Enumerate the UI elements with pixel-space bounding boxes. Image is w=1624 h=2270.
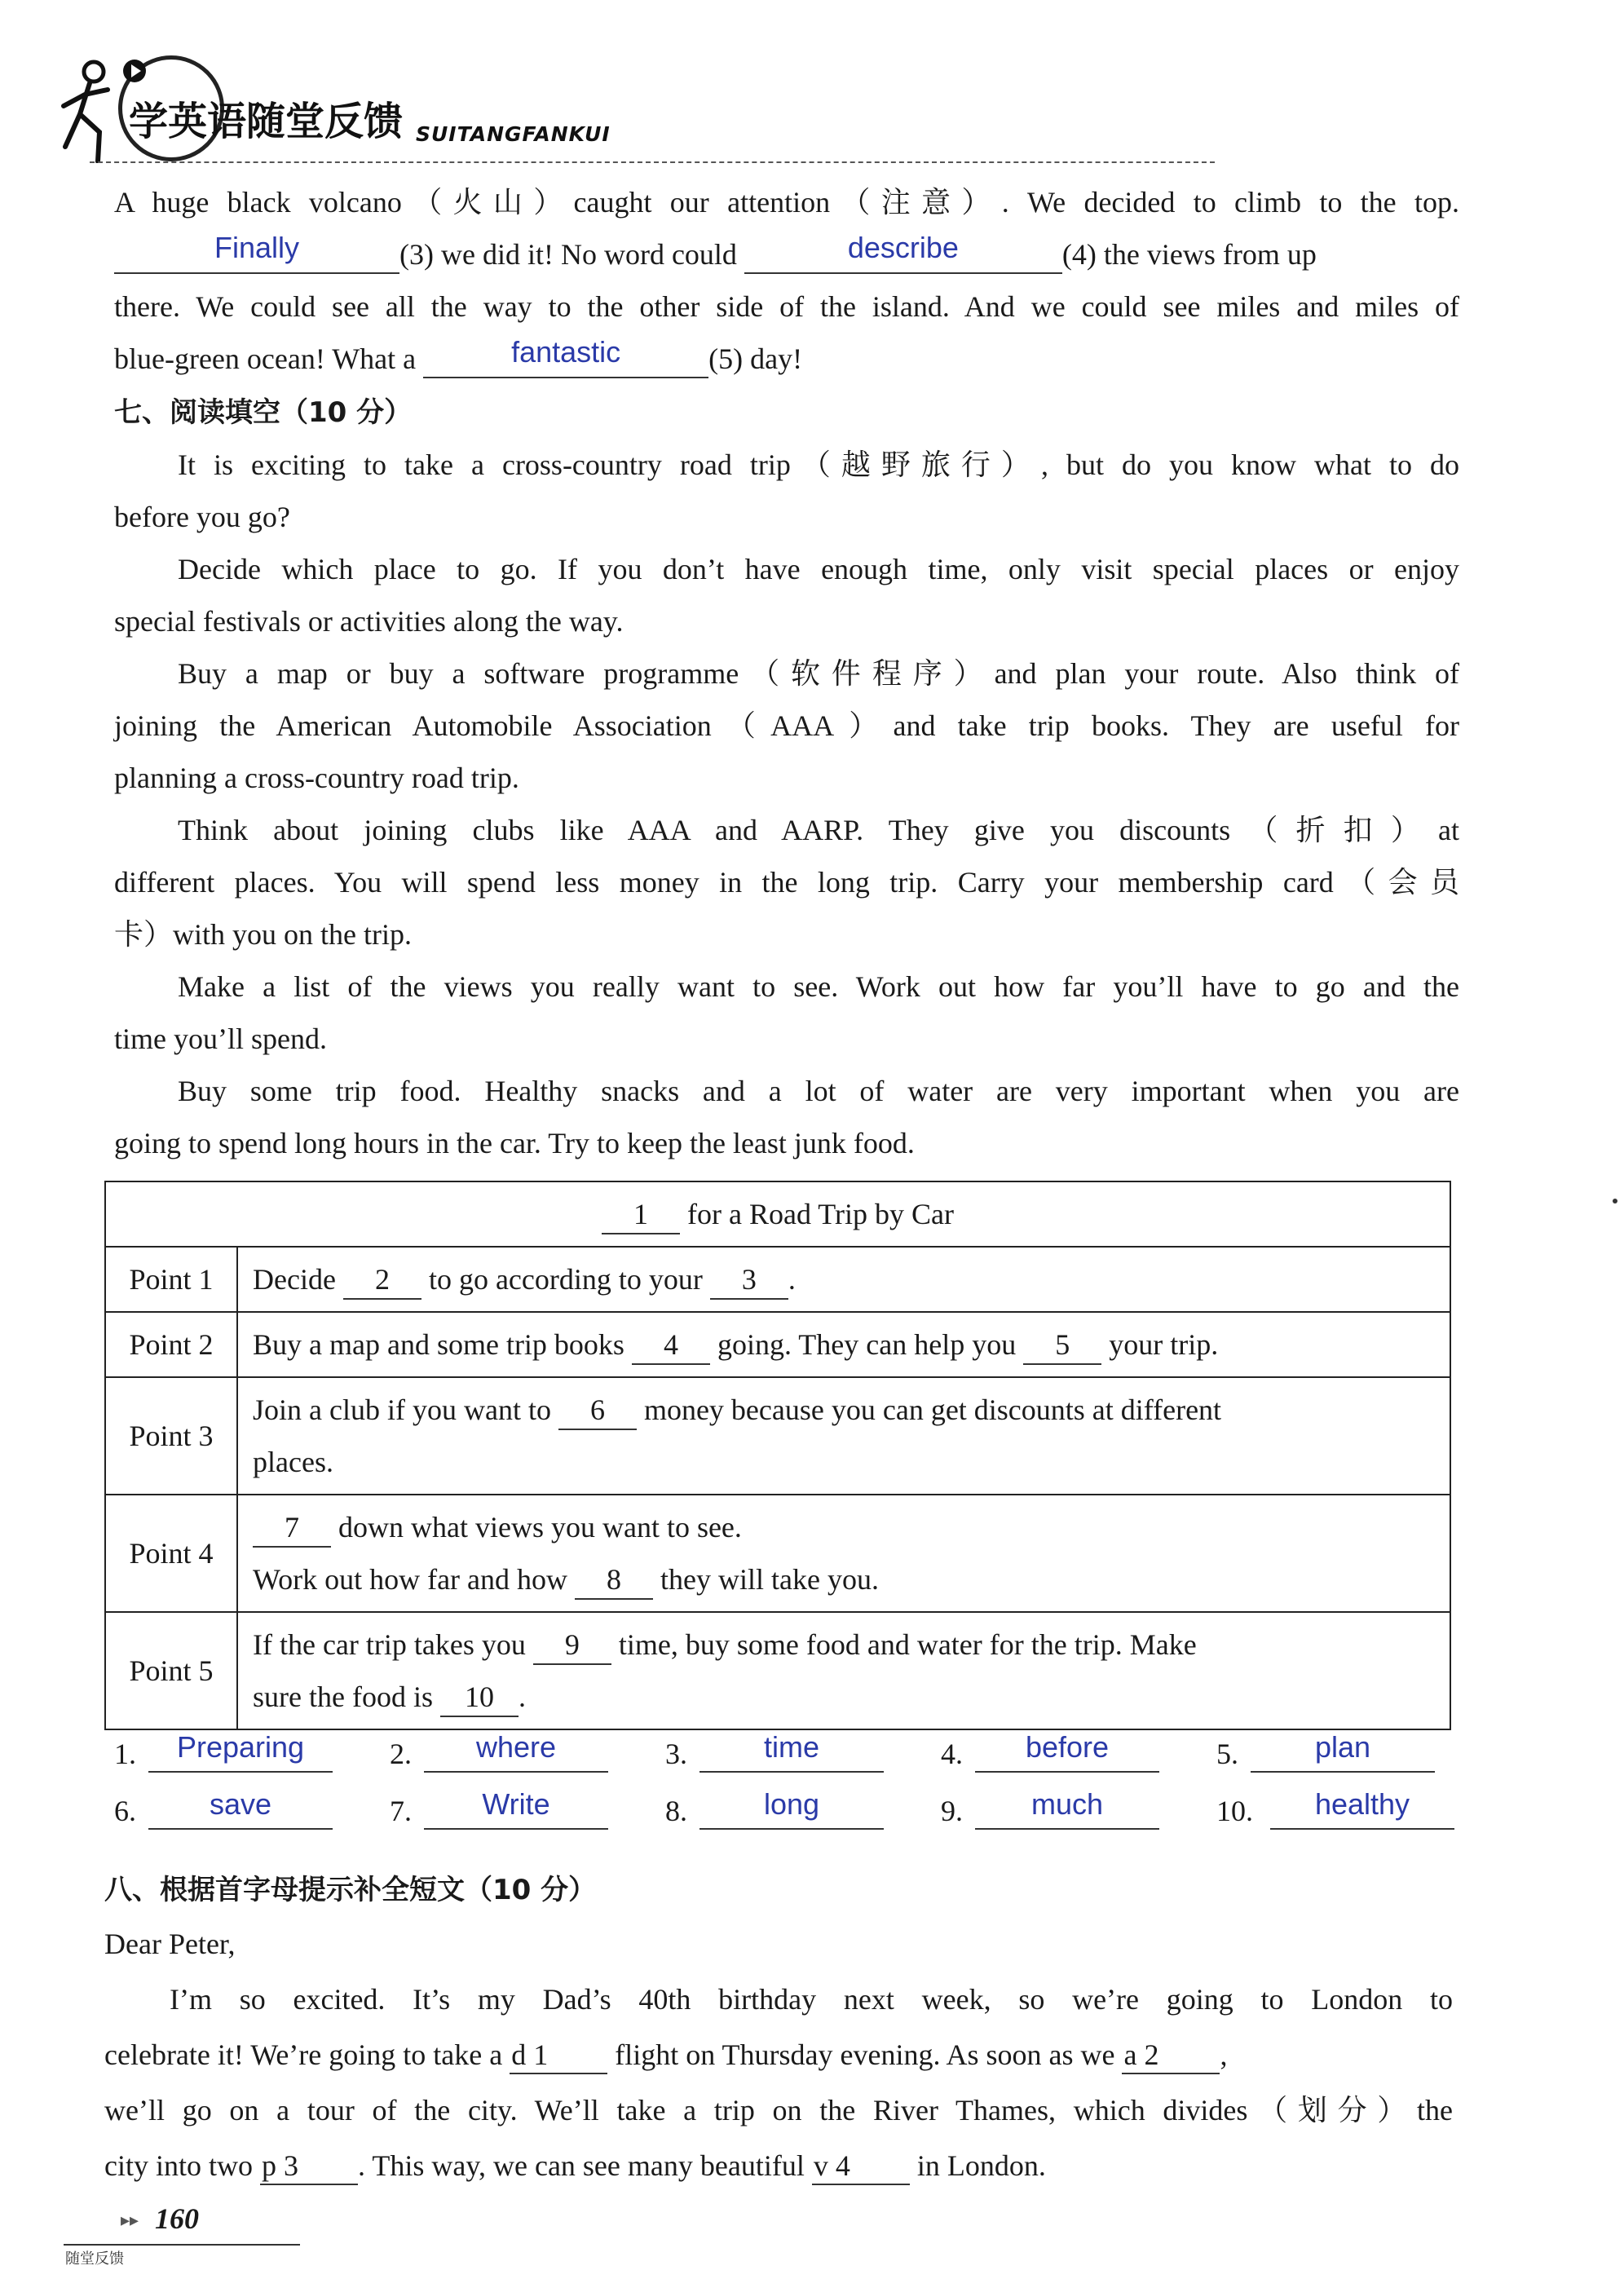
answer-item-8 <box>665 1787 884 1830</box>
header-divider <box>90 161 1215 163</box>
point-content <box>237 1612 1450 1729</box>
passage-line-2 <box>114 231 1317 274</box>
point-content <box>237 1247 1450 1312</box>
letter-blank-1: d 1 <box>510 2037 607 2074</box>
table-blank-10: 10 <box>440 1678 519 1717</box>
table-text: they will take you. <box>660 1563 879 1596</box>
answer-blank <box>148 1730 333 1773</box>
para-6-line-2: going to spend long hours in the car. Try to keep the least junk food. <box>114 1127 915 1159</box>
para-1-line-2: before you go? <box>114 501 290 533</box>
answer-text: long <box>763 1787 820 1821</box>
answer-blank <box>699 1730 884 1773</box>
letter-blank-2: a 2 <box>1122 2037 1220 2074</box>
table-text: time, buy some food and water for the trip. Make <box>618 1628 1197 1661</box>
passage-text: we did it! No word could <box>440 238 737 271</box>
table-row <box>105 1312 1450 1377</box>
table-blank-6: 6 <box>558 1391 637 1430</box>
blank-number-4: (4) <box>1061 238 1097 271</box>
answer-blank <box>975 1787 1159 1830</box>
answer-blank <box>1270 1787 1454 1830</box>
table-text: Work out how far and how <box>253 1563 568 1596</box>
answer-item-5 <box>1216 1730 1435 1773</box>
para-4-line-1: Think about joining clubs like AAA and AARP. They give you discounts（折扣）at <box>178 814 1459 846</box>
table-text: money because you can get discounts at different <box>643 1393 1222 1426</box>
answer-item-10 <box>1216 1787 1454 1830</box>
double-arrow-icon: ▸▸ <box>121 2210 139 2230</box>
table-text: your trip. <box>1109 1328 1219 1361</box>
table-blank-8: 8 <box>575 1561 653 1600</box>
point-label: Point 5 <box>105 1612 237 1729</box>
answer-text: time <box>763 1730 819 1764</box>
table-text: Decide <box>253 1263 336 1296</box>
table-row <box>105 1247 1450 1312</box>
answer-number: 8. <box>665 1795 687 1827</box>
answer-number: 9. <box>941 1795 963 1827</box>
para-3-line-1: Buy a map or buy a software programme（软件程序）and plan your route. Also think of <box>178 657 1459 690</box>
table-text: places. <box>253 1446 333 1478</box>
answer-text: before <box>1025 1730 1110 1764</box>
answer-item-9 <box>941 1787 1159 1830</box>
letter-text: . This way, we can see many beautiful <box>358 2149 805 2182</box>
para-1-line-1: It is exciting to take a cross-country road trip（越野旅行）, but do you know what to do <box>178 448 1459 481</box>
answer-row-1 <box>114 1730 1459 1794</box>
table-blank-9: 9 <box>533 1626 611 1665</box>
footer-tag: 随堂反馈 <box>65 2250 124 2268</box>
section-7-title: 七、阅读填空（10 分） <box>114 396 413 429</box>
answer-grid <box>114 1730 1459 1851</box>
table-text: . <box>788 1263 796 1296</box>
point-label: Point 2 <box>105 1312 237 1377</box>
table-text: down what views you want to see. <box>338 1511 742 1544</box>
letter-text: celebrate it! We’re going to take a <box>104 2038 503 2071</box>
passage-text: day! <box>750 342 803 375</box>
passage-line-1: A huge black volcano（火山）caught our attention（注意）. We decided to climb to the top. <box>114 186 1459 219</box>
letter-greeting: Dear Peter, <box>104 1928 236 1960</box>
answer-row-2 <box>114 1787 1459 1851</box>
answer-number: 4. <box>941 1738 963 1770</box>
answer-blank <box>148 1787 333 1830</box>
table-text: sure the food is <box>253 1680 433 1713</box>
answer-blank-5 <box>423 335 708 378</box>
letter-line-2 <box>104 2037 1227 2074</box>
point-content <box>237 1312 1450 1377</box>
brand-title: 学英语随堂反馈 <box>129 99 404 144</box>
table-text: . <box>518 1680 526 1713</box>
point-label: Point 3 <box>105 1377 237 1495</box>
table-blank-4: 4 <box>632 1326 710 1365</box>
answer-blank-3 <box>114 231 399 274</box>
point-content <box>237 1495 1450 1612</box>
letter-text: , <box>1220 2038 1228 2071</box>
answer-text-5: fantastic <box>511 335 621 369</box>
table-blank-7: 7 <box>253 1508 331 1548</box>
answer-number: 10. <box>1216 1795 1253 1827</box>
answer-number: 2. <box>390 1738 412 1770</box>
passage-line-4 <box>114 335 803 378</box>
letter-text: in London. <box>916 2149 1046 2182</box>
answer-number: 3. <box>665 1738 687 1770</box>
para-2-line-1: Decide which place to go. If you don’t have enough time, only visit special places or enjoy <box>178 553 1459 585</box>
letter-line-3: we’ll go on a tour of the city. We’ll take a trip on the River Thames, which divides（划分）the <box>104 2094 1453 2126</box>
letter-text: flight on Thursday evening. As soon as we <box>615 2038 1115 2071</box>
answer-item-4 <box>941 1730 1159 1773</box>
table-text: Join a club if you want to <box>253 1393 551 1426</box>
para-2-line-2: special festivals or activities along the way. <box>114 605 624 638</box>
answer-number: 5. <box>1216 1738 1238 1770</box>
answer-text: where <box>475 1730 557 1764</box>
blank-number-3: (3) <box>399 238 434 271</box>
answer-blank <box>1251 1730 1435 1773</box>
para-4-line-3: 卡）with you on the trip. <box>114 918 412 951</box>
table-text: to go according to your <box>428 1263 703 1296</box>
table-row <box>105 1377 1450 1495</box>
para-5-line-2: time you’ll spend. <box>114 1022 327 1055</box>
table-row <box>105 1612 1450 1729</box>
answer-blank <box>424 1787 608 1830</box>
answer-item-7 <box>390 1787 608 1830</box>
answer-item-6 <box>114 1787 333 1830</box>
answer-item-1 <box>114 1730 333 1773</box>
answer-number: 6. <box>114 1795 136 1827</box>
table-blank-1: 1 <box>602 1195 680 1234</box>
table-blank-3: 3 <box>710 1261 788 1300</box>
answer-number: 7. <box>390 1795 412 1827</box>
blank-number-5: (5) <box>708 342 744 375</box>
answer-text: plan <box>1314 1730 1371 1764</box>
point-label: Point 1 <box>105 1247 237 1312</box>
point-content <box>237 1377 1450 1495</box>
answer-blank-4 <box>744 231 1062 274</box>
play-icon <box>121 57 148 85</box>
road-trip-table <box>104 1181 1451 1730</box>
answer-blank <box>699 1787 884 1830</box>
point-label: Point 4 <box>105 1495 237 1612</box>
answer-blank <box>424 1730 608 1773</box>
letter-line-1: I’m so excited. It’s my Dad’s 40th birthday next week, so we’re going to London to <box>170 1983 1453 2016</box>
page-number: 160 <box>155 2202 199 2235</box>
letter-text: city into two <box>104 2149 253 2182</box>
para-6-line-1: Buy some trip food. Healthy snacks and a lot of water are very important when you are <box>178 1075 1459 1107</box>
table-blank-5: 5 <box>1023 1326 1101 1365</box>
letter-line-4 <box>104 2148 1046 2185</box>
table-text: If the car trip takes you <box>253 1628 526 1661</box>
table-text: going. They can help you <box>717 1328 1017 1361</box>
para-3-line-2: joining the American Automobile Association（AAA）and take trip books. They are useful for <box>114 709 1459 742</box>
margin-mark <box>1613 1199 1617 1203</box>
table-row <box>105 1495 1450 1612</box>
para-4-line-2: different places. You will spend less money in the long trip. Carry your membership card（会员 <box>114 866 1459 899</box>
table-title-row <box>105 1181 1450 1247</box>
answer-item-2 <box>390 1730 608 1773</box>
letter-blank-4: v 4 <box>812 2148 910 2185</box>
answer-text-3: Finally <box>214 231 300 264</box>
table-text: Buy a map and some trip books <box>253 1328 624 1361</box>
passage-text: the views from up <box>1103 238 1317 271</box>
para-3-line-3: planning a cross-country road trip. <box>114 762 519 794</box>
page-header <box>33 49 1598 171</box>
answer-item-3 <box>665 1730 884 1773</box>
table-blank-2: 2 <box>343 1261 421 1300</box>
answer-text: healthy <box>1314 1787 1410 1821</box>
answer-blank <box>975 1730 1159 1773</box>
section-8-title: 八、根据首字母提示补全短文（10 分） <box>104 1874 597 1906</box>
passage-text: blue-green ocean! What a <box>114 342 417 375</box>
answer-text: much <box>1030 1787 1104 1821</box>
passage-line-3: there. We could see all the way to the other side of the island. And we could see miles and miles of <box>114 290 1459 323</box>
brand-pinyin: SUITANGFANKUI <box>416 122 611 146</box>
answer-text: Preparing <box>176 1730 305 1764</box>
table-title-cell <box>105 1181 1450 1247</box>
answer-text: Write <box>482 1787 550 1821</box>
table-title-text: for a Road Trip by Car <box>687 1198 954 1230</box>
footer-rule <box>64 2244 300 2246</box>
para-5-line-1: Make a list of the views you really want to see. Work out how far you’ll have to go and the <box>178 970 1459 1003</box>
answer-number: 1. <box>114 1738 136 1770</box>
letter-blank-3: p 3 <box>260 2148 358 2185</box>
answer-text-4: describe <box>847 231 959 264</box>
answer-text: save <box>209 1787 272 1821</box>
